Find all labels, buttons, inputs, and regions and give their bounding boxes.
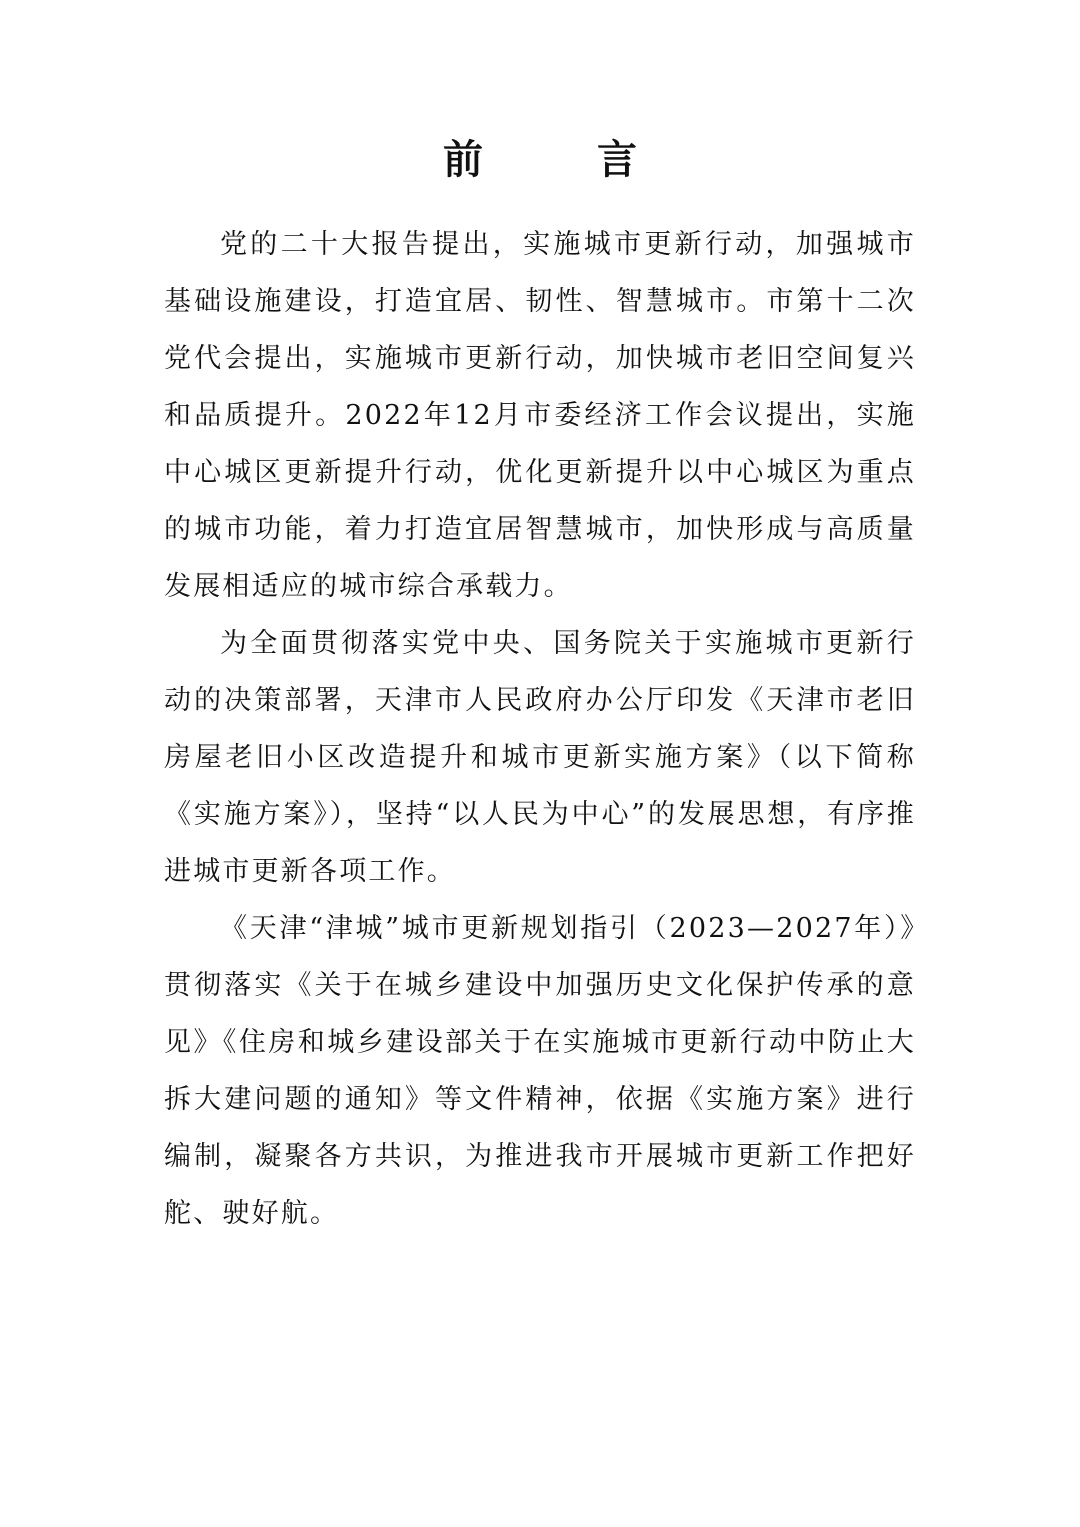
- paragraph-1: 党的二十大报告提出，实施城市更新行动，加强城市基础设施建设，打造宜居、韧性、智慧城市。市第十二次党代会提出，实施城市更新行动，加快城市老旧空间复兴和品质提升。2022年12月市委经济工作会议提出，实施中心城区更新提升行动，优化更新提升以中心城区为重点的城市功能，着力打造宜居智慧城市，加快形成与高质量发展相适应的城市综合承载力。: [164, 229, 916, 602]
- paragraph-2: 为全面贯彻落实党中央、国务院关于实施城市更新行动的决策部署，天津市人民政府办公厅印发《天津市老旧房屋老旧小区改造提升和城市更新实施方案》（以下简称《实施方案》），坚持“以人民为中心”的发展思想，有序推进城市更新各项工作。: [164, 628, 916, 887]
- document-body: [164, 216, 916, 1242]
- paragraph-3: 《天津“津城”城市更新规划指引（2023—2027年）》贯彻落实《关于在城乡建设中加强历史文化保护传承的意见》《住房和城乡建设部关于在实施城市更新行动中防止大拆大建问题的通知》等文件精神，依据《实施方案》进行编制，凝聚各方共识，为推进我市开展城市更新工作把好舵、驶好航。: [164, 913, 916, 1229]
- page-title: 前 言: [443, 137, 687, 183]
